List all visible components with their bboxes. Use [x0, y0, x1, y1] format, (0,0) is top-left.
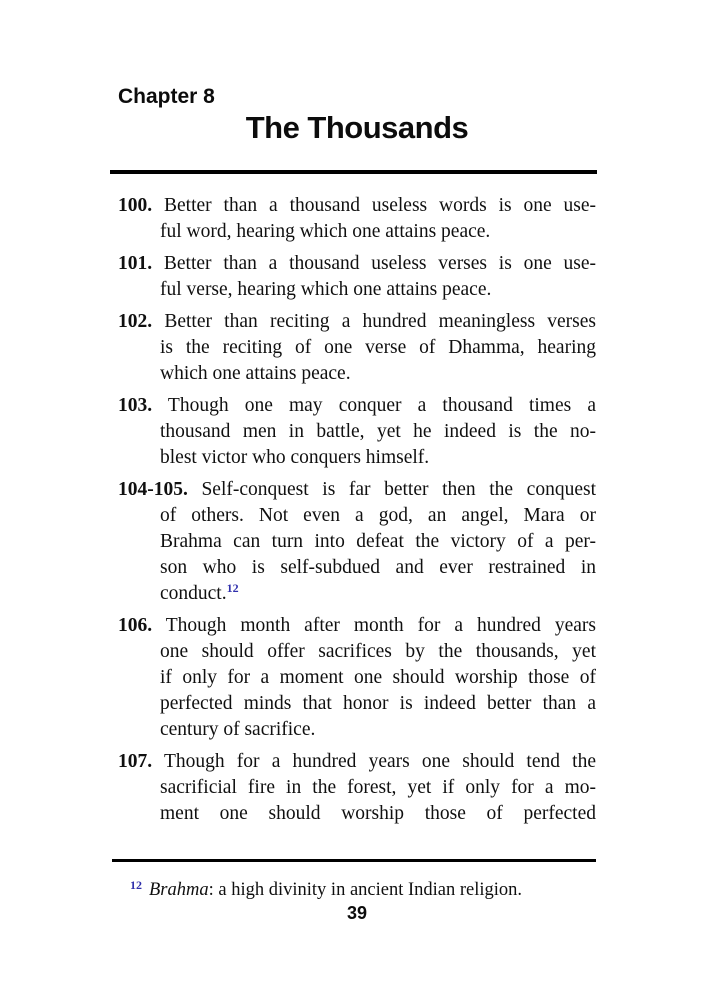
footnote-text: : a high divinity in ancient Indian religion.	[208, 880, 523, 900]
footnote-divider-rule	[112, 859, 596, 862]
footnote-reference[interactable]: 12	[226, 581, 239, 595]
verse-line: if only for a moment one should worship those of	[160, 667, 596, 688]
verse-number: 106.	[118, 615, 153, 636]
verse-number: 100.	[118, 195, 153, 216]
verse-line: sacrificial fire in the forest, yet if only for a mo-	[160, 777, 596, 798]
chapter-label: Chapter 8	[118, 85, 215, 108]
verse-107	[118, 749, 596, 827]
footnote-term: Brahma	[149, 880, 209, 900]
verse-100	[118, 193, 596, 245]
verse-line: Brahma can turn into defeat the victory of a per-	[160, 531, 596, 552]
verse-101	[118, 251, 596, 303]
page-title: The Thousands	[245, 110, 469, 145]
verse-line: 103. Though one may conquer a thousand times a	[118, 395, 596, 416]
verse-106	[118, 613, 596, 743]
verse-number: 104-105.	[118, 479, 188, 500]
verse-line: perfected minds that honor is indeed better than a	[160, 693, 596, 714]
verse-103	[118, 393, 596, 471]
verse-line: which one attains peace.	[160, 363, 351, 384]
verse-line: 106. Though month after month for a hundred years	[118, 615, 596, 636]
title-divider-rule	[110, 170, 597, 174]
footnote-marker: 12	[130, 878, 142, 892]
verse-line: blest victor who conquers himself.	[160, 447, 430, 468]
verses	[118, 193, 596, 833]
verse-line: ful word, hearing which one attains peace.	[160, 221, 491, 242]
verse-line: of others. Not even a god, an angel, Mara or	[160, 505, 596, 526]
verse-102	[118, 309, 596, 387]
verse-line: ful verse, hearing which one attains peace.	[160, 279, 492, 300]
verse-line: conduct.$^{12}$	[160, 581, 239, 604]
verse-line: century of sacrifice.	[160, 719, 316, 740]
verse-line: son who is self-subdued and ever restrained in	[160, 557, 596, 578]
verse-number: 103.	[118, 395, 153, 416]
verse-line: thousand men in battle, yet he indeed is the no-	[160, 421, 596, 442]
verse-line: 104-105. Self-conquest is far better then the conquest	[118, 479, 596, 500]
verse-104-105	[118, 477, 596, 607]
verse-line: ment one should worship those of perfected	[160, 803, 596, 824]
page-number: 39	[346, 903, 368, 923]
verse-number: 107.	[118, 751, 153, 772]
verse-line: 100. Better than a thousand useless words is one use-	[118, 195, 596, 216]
verse-line: one should offer sacrifices by the thousands, yet	[160, 641, 596, 662]
verse-line: 101. Better than a thousand useless verses is one use-	[118, 253, 596, 274]
verse-line: is the reciting of one verse of Dhamma, hearing	[160, 337, 596, 358]
footnote	[112, 877, 598, 903]
verse-number: 102.	[118, 311, 153, 332]
verse-line: 107. Though for a hundred years one should tend the	[118, 751, 596, 772]
verse-line: 102. Better than reciting a hundred meaningless verses	[118, 311, 596, 332]
verse-number: 101.	[118, 253, 153, 274]
